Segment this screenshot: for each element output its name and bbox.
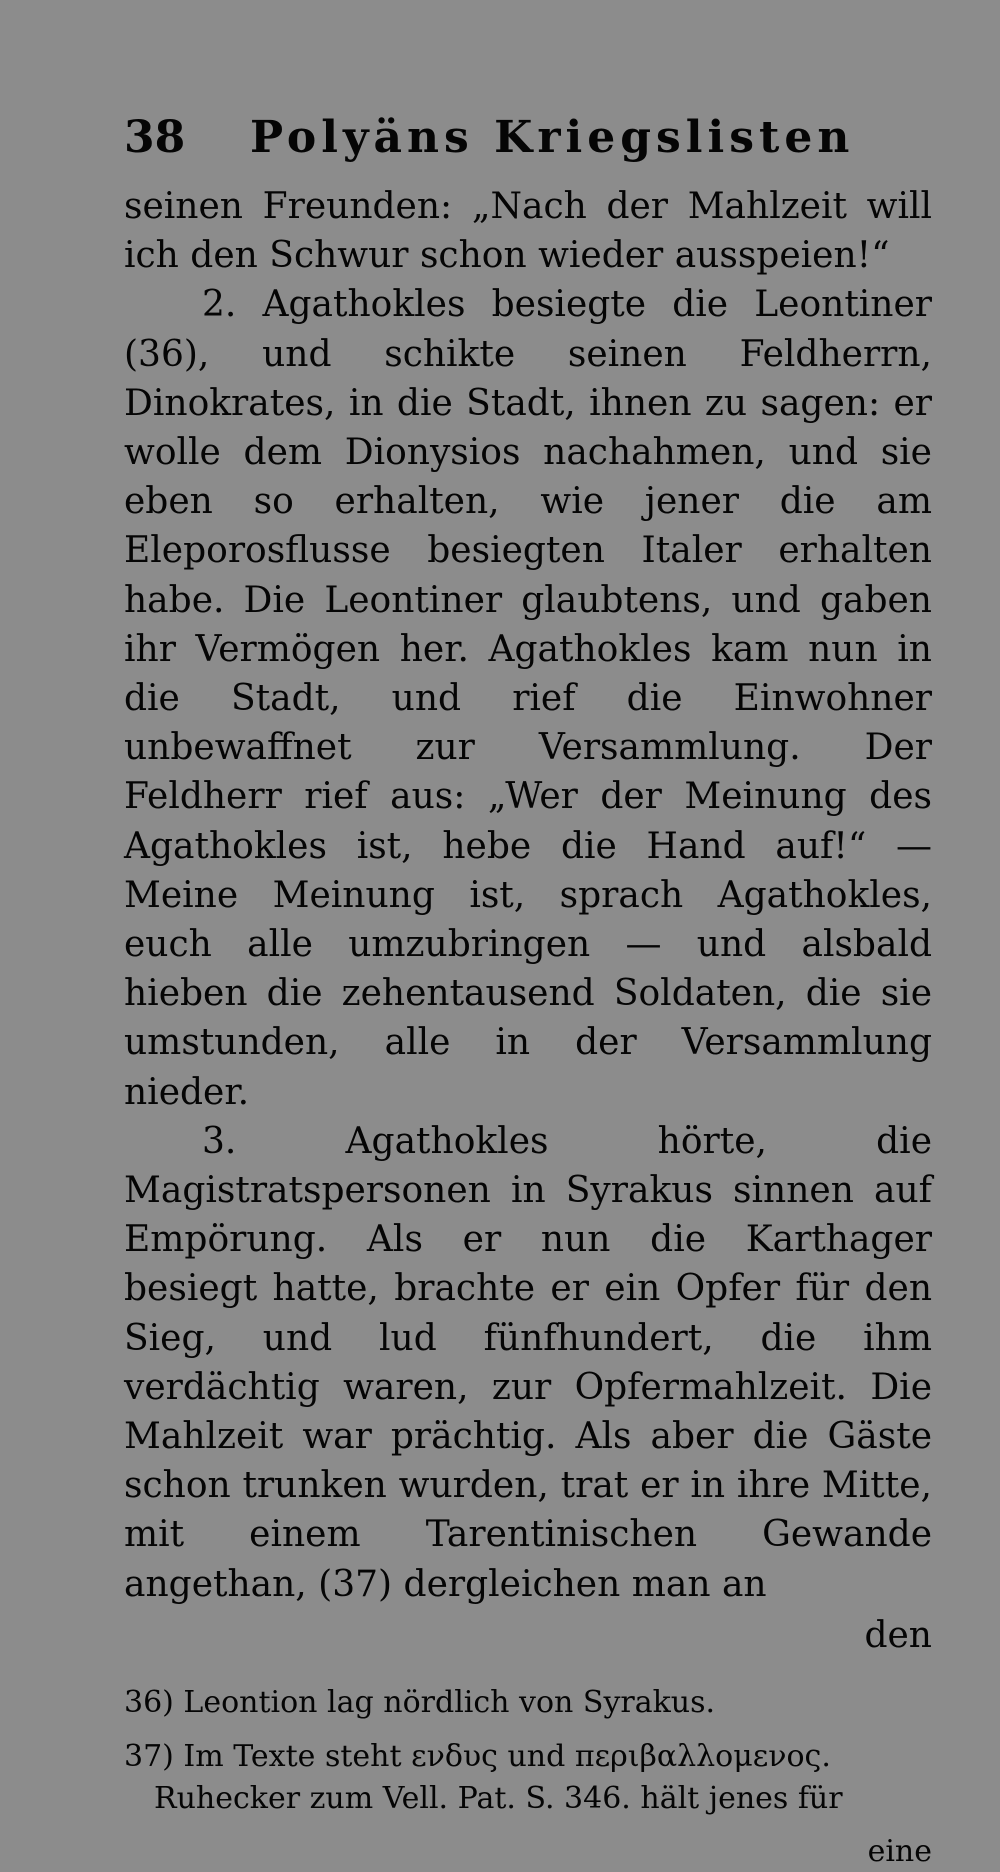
footnote-catchword: eine [867, 1833, 932, 1869]
footnote-37: 37) Im Texte steht ενδυς und περιβαλλομενος. Ruhecker zum Vell. Pat. S. 346. hält jenes für [124, 1738, 843, 1816]
body-text [124, 182, 932, 1660]
footnotes [124, 1682, 932, 1872]
body-catchword: den [864, 1614, 932, 1656]
paragraph-section-3: 3. Agathokles hörte, die Magistratspersonen in Syrakus sinnen auf Empörung. Als er nun die Karthager besiegt hatte, brachte er ein Opfer für den Sieg, und lud fünfhundert, die ihm verdächtig waren, zur Opfermahlzeit. Die Mahlzeit war prächtig. Als aber die Gäste schon trunken wurden, trat er in ihre Mitte, mit einem Tarentinischen Gewande angethan, (37) dergleichen man an [124, 1120, 932, 1605]
footnote-36: 36) Leontion lag nördlich von Syrakus. [124, 1684, 716, 1720]
running-head [124, 112, 932, 172]
running-title: Polyäns Kriegslisten [250, 112, 855, 163]
paragraph-continuation: seinen Freunden: „Nach der Mahlzeit will ich den Schwur schon wieder ausspeien!“ [124, 186, 932, 277]
paragraph-section-2: 2. Agathokles besiegte die Leontiner (36), und schikte seinen Feldherrn, Dinokrates, in die Stadt, ihnen zu sagen: er wolle dem Dionysios nachahmen, und sie eben so erhalten, wie jener die am Eleporosflusse besiegten Italer erhalten habe. Die Leontiner glaubtens, und gaben ihr Vermögen her. Agathokles kam nun in die Stadt, und rief die Einwohner unbewaffnet zur Versammlung. Der Feldherr rief aus: „Wer der Meinung des Agathokles ist, hebe die Hand auf!“ — Meine Meinung ist, sprach Agathokles, euch alle umzubringen — und alsbald hieben die zehentausend Soldaten, die sie umstunden, alle in der Versammlung nieder. [124, 284, 932, 1113]
page-number: 38 [124, 112, 186, 163]
